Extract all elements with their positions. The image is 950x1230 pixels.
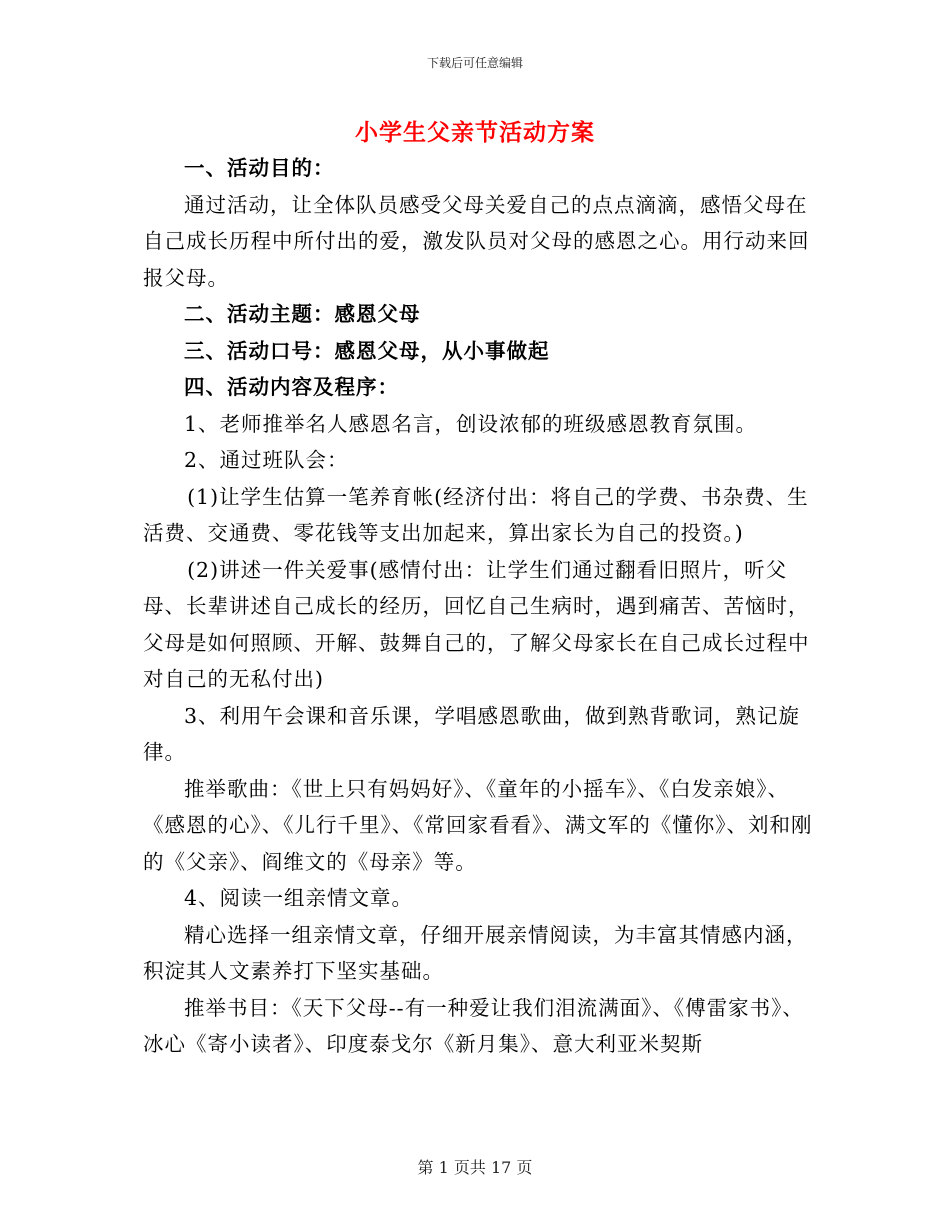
reading-paragraph: 精心选择一组亲情文章，仔细开展亲情阅读，为丰富其情感内涵，积淀其人文素养打下坚实基础。 (143, 922, 808, 983)
page-footer: 第 1 页共 17 页 (417, 1158, 533, 1177)
content-subitem-1: (1)让学生估算一笔养育帐(经济付出：将自己的学费、书杂费、生活费、交通费、零花钱等支出加起来，算出家长为自己的投资。) (143, 484, 809, 545)
content-item-4: 4、阅读一组亲情文章。 (184, 886, 414, 910)
section-heading-content: 四、活动内容及程序： (184, 375, 399, 399)
content-item-2: 2、通过班队会： (184, 448, 349, 472)
content-subitem-2: (2)讲述一件关爱事(感情付出：让学生们通过翻看旧照片，听父母、长辈讲述自己成长的经历，回忆自己生病时，遇到痛苦、苦恼时，父母是如何照顾、开解、鼓舞自己的，了解父母家长在自己成长过程中对自己的无私付出) (143, 557, 810, 691)
recommended-books: 推举书目：《天下父母--有一种爱让我们泪流满面》、《傅雷家书》、冰心《寄小读者》、印度泰戈尔《新月集》、意大利亚米契斯 (143, 995, 804, 1056)
content-item-3: 3、利用午会课和音乐课，学唱感恩歌曲，做到熟背歌词，熟记旋律。 (143, 703, 801, 764)
section-heading-theme: 二、活动主题：感恩父母 (184, 302, 421, 326)
document-body (143, 150, 813, 1063)
document-title: 小学生父亲节活动方案 (355, 119, 595, 146)
content-item-1: 1、老师推举名人感恩名言，创设浓郁的班级感恩教育氛围。 (184, 411, 758, 436)
recommended-songs: 推举歌曲：《世上只有妈妈好》、《童年的小摇车》、《白发亲娘》、《感恩的心》、《儿行千里》、《常回家看看》、满文军的《懂你》、刘和刚的《父亲》、阎维文的《母亲》等。 (143, 776, 813, 874)
purpose-paragraph: 通过活动，让全体队员感受父母关爱自己的点点滴滴，感悟父母在自己成长历程中所付出的爱，激发队员对父母的感恩之心。用行动来回报父母。 (143, 192, 810, 290)
section-heading-slogan: 三、活动口号：感恩父母，从小事做起 (184, 338, 550, 363)
section-heading-purpose: 一、活动目的： (184, 156, 335, 180)
header-note: 下载后可任意编辑 (426, 56, 523, 70)
